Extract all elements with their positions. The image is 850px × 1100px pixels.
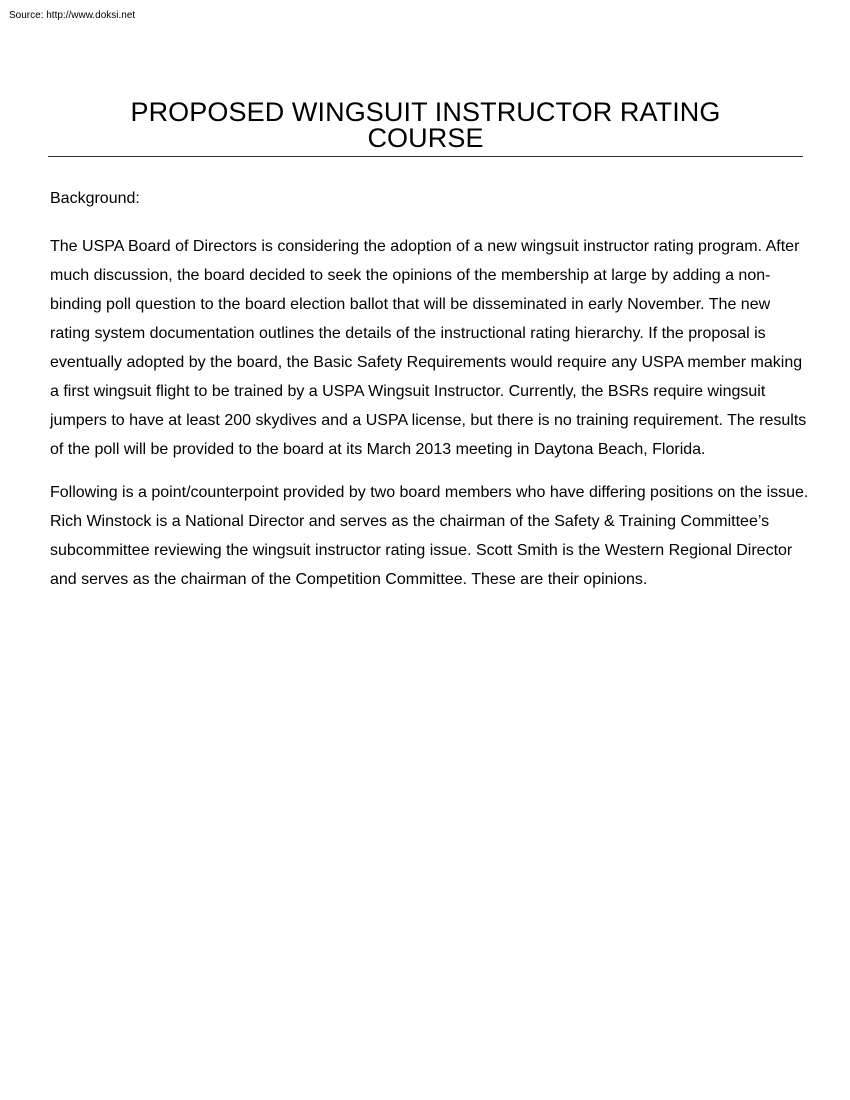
source-attribution: Source: http://www.doksi.net xyxy=(9,10,136,21)
background-paragraph-1: The USPA Board of Directors is considering the adoption of a new wingsuit instructor rating program. After much discussion, the board decided to seek the opinions of the membership at large by adding a non-binding poll question to the board election ballot that will be disseminated in early November. The new rating system documentation outlines the details of the instructional rating hierarchy. If the proposal is eventually adopted by the board, the Basic Safety Requirements would require any USPA member making a first wingsuit flight to be trained by a USPA Wingsuit Instructor. Currently, the BSRs require wingsuit jumpers to have at least 200 skydives and a USPA license, but there is no training requirement. The results of the poll will be provided to the board at its March 2013 meeting in Daytona Beach, Florida. xyxy=(50,238,807,458)
document-title xyxy=(48,99,803,151)
document-title-line-2: COURSE xyxy=(367,123,484,153)
document-title-line-1: PROPOSED WINGSUIT INSTRUCTOR RATING xyxy=(130,97,721,127)
background-paragraph-2: Following is a point/counterpoint provided by two board members who have differing positions on the issue. Rich Winstock is a National Director and serves as the chairman of the Safety & Training Committee’s subcommittee reviewing the wingsuit instructor rating issue. Scott Smith is the Western Regional Director and serves as the chairman of the Competition Committee. These are their opinions. xyxy=(50,484,809,588)
document-title-block xyxy=(48,99,803,151)
section-heading: Background: xyxy=(50,190,140,207)
document-body xyxy=(50,184,810,594)
title-divider xyxy=(48,156,803,157)
